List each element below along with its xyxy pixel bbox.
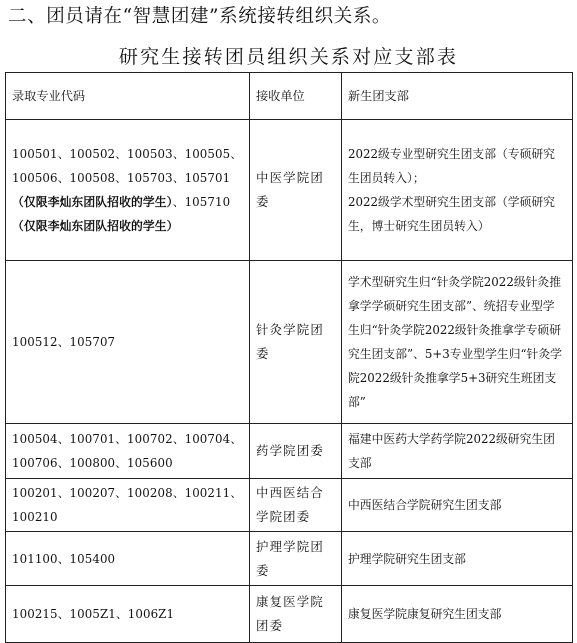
header-new-branch: 新生团支部 bbox=[342, 73, 573, 120]
branch-paragraph: 2022级专业型研究生团支部（专硕研究生团员转入）； bbox=[348, 147, 555, 185]
new-branch-cell bbox=[342, 586, 573, 643]
code-note-bold: （仅限李灿东团队招收的学生） bbox=[12, 195, 173, 209]
table-row bbox=[6, 424, 573, 479]
receiving-unit-cell: 护理学院团委 bbox=[250, 532, 342, 586]
receiving-unit-cell: 中西医结合学院团委 bbox=[250, 479, 342, 532]
code-text: 100215、1005Z1、1006Z1 bbox=[12, 607, 175, 621]
new-branch-cell bbox=[342, 424, 573, 479]
table-row bbox=[6, 261, 573, 424]
receiving-unit-cell: 康复医学院团委 bbox=[250, 586, 342, 643]
branch-paragraph: 福建中医药大学药学院2022级研究生团支部 bbox=[348, 432, 555, 470]
major-code-cell bbox=[6, 586, 250, 643]
table-title: 研究生接转团员组织关系对应支部表 bbox=[118, 46, 459, 68]
receiving-unit-cell: 针灸学院团委 bbox=[250, 261, 342, 424]
new-branch-cell bbox=[342, 261, 573, 424]
code-text: 100501、100502、100503、100505、100506、100508、105703、105701 bbox=[12, 147, 243, 185]
code-text: 100201、100207、100208、100211、100210 bbox=[12, 486, 243, 524]
major-code-cell bbox=[6, 120, 250, 261]
code-text: 101100、105400 bbox=[12, 551, 116, 566]
new-branch-cell bbox=[342, 479, 573, 532]
section-heading: 二、团员请在“智慧团建”系统接转组织关系。 bbox=[8, 6, 392, 27]
branch-paragraph: 学术型研究生归“针灸学院2022级针灸推拿学学硕研究生团支部”、统招专业型学生归“针灸学院2022级针灸推拿学专硕研究生团支部”、5+3专业型学生归“针灸学院2022级针灸推拿学5+3研究生班团支部” bbox=[348, 275, 562, 409]
major-code-cell bbox=[6, 532, 250, 586]
major-code-cell bbox=[6, 424, 250, 479]
table-row bbox=[6, 532, 573, 586]
receiving-unit-cell: 中医学院团委 bbox=[250, 120, 342, 261]
header-major-code: 录取专业代码 bbox=[6, 73, 250, 120]
code-text: 100504、100701、100702、100704、100706、100800、105600 bbox=[12, 432, 243, 470]
major-code-cell bbox=[6, 479, 250, 532]
code-text: 100512、105707 bbox=[12, 335, 116, 349]
branch-mapping-table bbox=[5, 72, 573, 643]
branch-paragraph: 2022级学术型研究生团支部（学硕研究生，博士研究生团员转入） bbox=[348, 195, 555, 233]
receiving-unit-cell: 药学院团委 bbox=[250, 424, 342, 479]
new-branch-cell bbox=[342, 120, 573, 261]
table-row bbox=[6, 479, 573, 532]
new-branch-cell bbox=[342, 532, 573, 586]
header-receiving-unit: 接收单位 bbox=[250, 73, 342, 120]
code-text: 、105710 bbox=[172, 195, 231, 209]
branch-paragraph: 护理学院研究生团支部 bbox=[348, 551, 466, 566]
code-note-bold: （仅限李灿东团队招收的学生） bbox=[12, 219, 179, 233]
table-row bbox=[6, 120, 573, 261]
major-code-cell bbox=[6, 261, 250, 424]
table-header-row bbox=[6, 73, 573, 120]
table-row bbox=[6, 586, 573, 643]
branch-paragraph: 中西医结合学院研究生团支部 bbox=[348, 498, 502, 512]
branch-paragraph: 康复医学院康复研究生团支部 bbox=[348, 607, 502, 621]
